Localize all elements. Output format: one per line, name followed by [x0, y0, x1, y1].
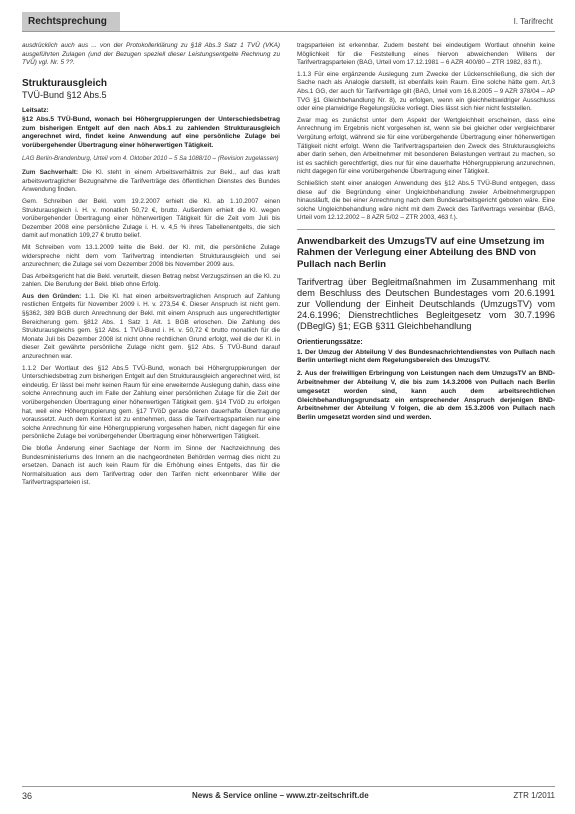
right-column [297, 42, 555, 427]
article-heading: Strukturausgleich [22, 77, 108, 89]
paragraph: 1.1.2 Der Wortlaut des §12 Abs.5 TVÜ-Bund, wonach bei Höhergruppierungen der Unterschiedsbetrag zum bisherigen Entgelt auf den Strukturausgleich angerechnet wird, ist eindeutig. Er lässt bei mehr keinen Raum für eine erweiternde Auslegung dahin, dass eine solche Anrechnung auch im Falle der Zahlung einer persönlichen Zulage für die Zeit der vorübergehenden Übertragung einer höherwertigen Tätigkeit gem. §14 TVöD zu erfolgen hat, weil eine Höhergruppierung gem. §17 TVöD gerade deren dauerhafte Übertragung voraussetzt. Auch dem Kontext ist zu entnehmen, dass die Tarifvertragsparteien nur eine solche Anrechnung für eine Höhergruppierung vorgesehen haben, nicht dagegen für eine persönliche Zulage bei vorübergehender Übertragung einer höherwertigen Tätigkeit. [22, 364, 280, 441]
paragraph: Schließlich steht einer analogen Anwendung des §12 Abs.5 TVÜ-Bund entgegen, dass diese auf die Begründung einer Ungleichbehandlung zweier Arbeitnehmergruppen hinausläuft, die bei einer Anrechnung nach dem Bundesarbeitsgericht geboten wäre. Eine solche Ungleichbehandlung wäre nicht mit dem Zweck des Tarifvertrags vereinbar (BAG, Urteil vom 12.12.2002 – 8 AZR 5/02 – ZTR 2003, 463 f.). [297, 179, 555, 222]
section-tab [22, 12, 120, 32]
journal-issue: ZTR 1/2011 [513, 791, 555, 800]
paragraph: Gem. Schreiben der Bekl. vom 19.2.2007 erhielt die Kl. ab 1.10.2007 einen Strukturausgleich i. H. v. monatlich 50,72 €, brutto. Außerdem erhielt die Kl. wegen vorübergehender Übertragung einer höherwertigen Tätigkeit für die Zeit vom Juli bis Dezember 2008 eine persönliche Zulage i. H. v. 4,5 % ihres Tabellenentgelts, die sich damit auf monatlich 109,27 € brutto belief. [22, 197, 280, 240]
left-column [22, 42, 280, 491]
paragraph: Das Arbeitsgericht hat die Bekl. verurteilt, diesen Betrag nebst Verzugszinsen an die Kl. zu zahlen. Die Berufung der Bekl. blieb ohne Erfolg. [22, 272, 280, 289]
article-norm: Tarifvertrag über Begleitmaßnahmen im Zusammenhang mit dem Beschluss des Deutschen Bundestages vom 20.6.1991 zur Vollendung der Einheit Deutschlands (UmzugsTV) vom 24.6.1996; Dienstrechtliches Begleitgesetz vom 30.7.1996 (DBeglG) §1; EGB §311 Gleichbehandlung [297, 276, 555, 332]
continued-text: ausdrücklich auch aus ... von der Protokollerklärung zu §18 Abs.3 Satz 1 TVÜ (VKA) ausgeführten Zulagen (und der Bezugen speziell dieser Leistungsentgelte Rechnung zu TVÜ) vgl. Nr. 5 ??. [22, 42, 280, 67]
paragraph [22, 293, 280, 362]
leitsatz-label: Leitsatz: [22, 106, 49, 114]
paragraph: Zwar mag es zunächst unter dem Aspekt der Wertgleichheit erscheinen, dass eine Anrechnung im Ergebnis nicht vorgesehen ist, wenn sie bei gleicher oder vergleichbarer Vergütung erfolgt, während sie für eine vorübergehende Übertragung einer höherwertigen Tätigkeit nicht erfolgt. Wenn die Tarifvertragsparteien den Zweck des Strukturausgleichs aber darin sehen, den Arbeitnehmer mit besonderen Belastungen vertraut zu machen, so ist es sachlich gerechtfertigt, dies nur für eine dauerhafte Höhergruppierung anzurechnen, nicht dagegen für eine vorübergehende Übertragung einer Tätigkeit. [297, 116, 555, 176]
header-divider [22, 31, 555, 32]
paragraph-text: 1.1. Die Kl. hat einen arbeitsvertraglichen Anspruch auf Zahlung restlichen Entgelts für November 2009 i. H. v. 273,54 €. Dieser Anspruch ist nicht gem. §§362, 389 BGB durch Anrechnung der Bekl. mit einem Anspruch aus ungerechtfertigter Bereicherung gem. §812 Abs. 1 Satz 1 Alt. 1 BGB erloschen. Die Zahlung des Strukturausgleichs gem. §12 Abs. 1 TVÜ-Bund i. H. v. 50,72 € brutto monatlich für die Monate Juli bis Dezember 2008 ist nicht ohne rechtlichen Grund erfolgt, weil die der Kl. in dieser Zeit gewährte persönliche Zulage nicht gem. §12 Abs. 5 TVÜ-Bund darauf anzurechnen war. [22, 292, 280, 361]
footer-divider [22, 786, 555, 787]
paragraph: Mit Schreiben vom 13.1.2009 teilte die Bekl. der Kl. mit, die persönliche Zulage widerspreche nicht dem vom Tarifvertrag intendierten Strukturausgleich und sei anzurechnen; die Zulage sei vom Dezember 2008 bis November 2009 aus. [22, 243, 280, 269]
page-footer [22, 786, 555, 802]
article-heading: Anwendbarkeit des UmzugsTV auf eine Umsetzung im Rahmen der Verlegung einer Abteilung des BND von Pullach nach Berlin [297, 235, 545, 271]
paragraph-text: Die Kl. steht in einem Arbeitsverhältnis zur Bekl., auf das kraft arbeitsvertraglicher Bezugnahme die Tarifverträge des öffentlichen Dienstes des Bundes Anwendung finden. [22, 169, 280, 194]
article-norm: TVÜ-Bund §12 Abs.5 [22, 89, 107, 100]
orientation-label: Orientierungssätze: [297, 338, 363, 346]
orientation-text: 2. Aus der freiwilligen Erbringung von Leistungen nach dem UmzugsTV an BND-Arbeitnehmer der Abteilung V, die bis zum 14.3.2006 von Pullach nach Berlin umgesetzt worden sind, kann auch dem arbeitsrechtlichen Gleichbehandlungsgrundsatz ein entsprechender Anspruch derjenigen BND-Arbeitnehmer der Abteilung V folgen, die ab dem 15.3.2006 von Pullach nach Berlin umgesetzt worden sind und werden. [297, 370, 555, 422]
paragraph [22, 169, 280, 195]
orientation-text: 1. Der Umzug der Abteilung V des Bundesnachrichtendienstes von Pullach nach Berlin unterliegt nicht dem Regelungsbereich des UmzugsTV. [297, 348, 555, 365]
page-number: 36 [22, 791, 33, 801]
paragraph: 1.1.3 Für eine ergänzende Auslegung zum Zwecke der Lückenschließung, die sich der Sache nach als Analogie darstellt, ist ebenfalls kein Raum. Eine solche hätte gem. Art.3 Abs.1 GG, der auch für Tarifverträge gilt (BAG, Urteil vom 16.8.2005 – 9 AZR 378/04 – AP TVG §1 Gleichbehandlung Nr. 8), zu erfolgen, wenn ein gleichheitswidriger Ausschluss oder eine planwidrige Regelungslücke vorliegt. Dies lässt sich hier nicht feststellen. [297, 70, 555, 113]
paragraph: tragsparteien ist erkennbar. Zudem besteht bei eindeutigem Wortlaut ohnehin keine Möglichkeit für die Feststellung eines hiervon abweichenden Willens der Tarifvertragsparteien (BAG, Urteil vom 17.12.1981 – 6 AZR 400/80 – ZTR 1982, 83 ff.). [297, 42, 555, 67]
section-title: Rechtsprechung [28, 16, 107, 27]
court-citation: LAG Berlin-Brandenburg, Urteil vom 4. Oktober 2010 – 5 Sa 1088/10 – (Revision zugelassen) [22, 154, 279, 162]
run-in-heading: Zum Sachverhalt: [22, 169, 78, 177]
footer-url: News & Service online – www.ztr-zeitschrift.de [192, 791, 369, 800]
page-header [22, 12, 555, 32]
article-divider [297, 229, 555, 230]
run-in-heading: Aus den Gründen: [22, 292, 82, 300]
paragraph: Die bloße Änderung einer Sachlage der Norm im Sinne der Nachzeichnung des Bundesministeriums des Innern an die nachgeordneten Behörden vermag dies nicht zu ersetzen. Danach ist auch kein Raum für die Erhöhung eines Entgelts, das für die Normalsituation aus dem Tarifvertrag oder den Tarifen nicht erkennbarer Wille der Tarifvertragsparteien ist. [22, 444, 280, 487]
running-head: I. Tarifrecht [513, 17, 553, 26]
leitsatz-text: §12 Abs.5 TVÜ-Bund, wonach bei Höhergruppierungen der Unterschiedsbetrag zum bisherigen Entgelt auf den nach Abs.1 zu zahlenden Strukturausgleich angerechnet wird, findet keine Anwendung auf eine persönliche Zulage bei vorübergehender Übertragung einer höherwertigen Tätigkeit. [22, 115, 280, 150]
